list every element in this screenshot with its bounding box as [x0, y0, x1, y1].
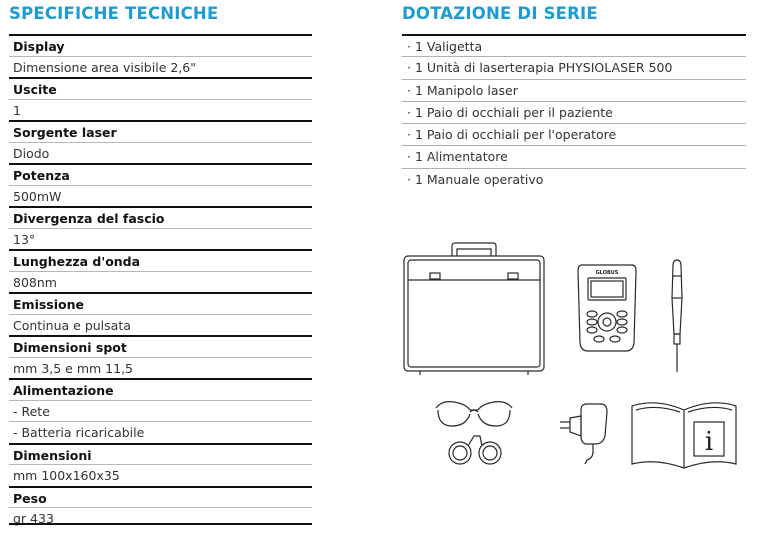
spec-label: Lunghezza d'onda — [9, 249, 312, 271]
spec-value: gr 433 — [9, 507, 312, 529]
spec-label: Alimentazione — [9, 378, 312, 400]
spec-label: Potenza — [9, 163, 312, 185]
supply-item: · 1 Manuale operativo — [402, 168, 746, 190]
briefcase-icon — [400, 242, 550, 377]
device-brand-label: GLOBUS — [595, 270, 619, 276]
info-symbol: i — [704, 427, 714, 457]
spec-label: Peso — [9, 486, 312, 508]
spec-value: 1 — [9, 99, 312, 121]
supply-list — [402, 34, 746, 190]
power-adapter-icon — [557, 400, 613, 468]
supply-item: · 1 Valigetta — [402, 34, 746, 56]
spec-label: Divergenza del fascio — [9, 206, 312, 228]
spec-value: 808nm — [9, 271, 312, 293]
specs-title: SPECIFICHE TECNICHE — [9, 4, 219, 23]
spec-table-bottom-rule — [9, 523, 312, 525]
spec-value: Dimensione area visibile 2,6" — [9, 56, 312, 78]
laser-unit-icon — [576, 263, 638, 355]
spec-value: - Rete — [9, 400, 312, 422]
spec-value: Continua e pulsata — [9, 314, 312, 336]
spec-value: Diodo — [9, 142, 312, 164]
manual-book-icon — [628, 400, 740, 472]
glasses-icon — [432, 396, 516, 472]
spec-value: mm 100x160x35 — [9, 464, 312, 486]
spec-value: - Batteria ricaricabile — [9, 421, 312, 443]
supply-item: · 1 Paio di occhiali per il paziente — [402, 101, 746, 123]
supply-item: · 1 Manipolo laser — [402, 79, 746, 101]
spec-table — [9, 34, 312, 529]
supply-item: · 1 Alimentatore — [402, 145, 746, 167]
spec-label: Uscite — [9, 77, 312, 99]
spec-value: 500mW — [9, 185, 312, 207]
spec-value: 13° — [9, 228, 312, 250]
laser-handpiece-icon — [666, 258, 688, 376]
spec-label: Sorgente laser — [9, 120, 312, 142]
spec-label: Emissione — [9, 292, 312, 314]
spec-label: Dimensioni spot — [9, 335, 312, 357]
supply-item: · 1 Paio di occhiali per l'operatore — [402, 123, 746, 145]
supply-item: · 1 Unità di laserterapia PHYSIOLASER 500 — [402, 56, 746, 78]
spec-label: Display — [9, 34, 312, 56]
supply-title: DOTAZIONE DI SERIE — [402, 4, 598, 23]
spec-label: Dimensioni — [9, 443, 312, 465]
spec-value: mm 3,5 e mm 11,5 — [9, 357, 312, 379]
